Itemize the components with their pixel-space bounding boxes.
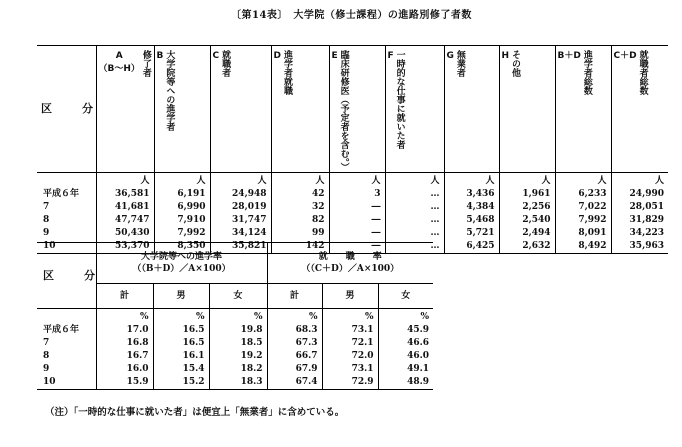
table-cell: 28,019 bbox=[210, 201, 271, 214]
column-letter: F bbox=[387, 51, 394, 61]
column-letter: A bbox=[115, 51, 123, 61]
table-cell: 3 bbox=[329, 188, 385, 201]
column-label: 就職者 bbox=[220, 50, 231, 77]
table-cell: 18.2 bbox=[209, 363, 267, 376]
table-cell: 6,191 bbox=[154, 188, 210, 201]
unit-cell: 人 bbox=[96, 172, 154, 188]
table-cell: 15.4 bbox=[153, 363, 209, 376]
table-cell: 24,948 bbox=[210, 188, 271, 201]
table-row bbox=[37, 188, 668, 201]
unit-cell: % bbox=[322, 309, 378, 325]
unit-cell: 人 bbox=[271, 172, 329, 188]
column-label: 無業者 bbox=[454, 50, 465, 77]
table-cell: 5,721 bbox=[444, 227, 499, 240]
table-cell: 1,961 bbox=[499, 188, 555, 201]
table-cell: 2,494 bbox=[499, 227, 555, 240]
table-cell: 68.3 bbox=[267, 324, 322, 337]
column-note: （B〜H） bbox=[98, 64, 140, 74]
column-header-left bbox=[388, 50, 394, 63]
footnote: （注）「一時的な仕事に就いた者」は便宜上「無業者」に含めている。 bbox=[45, 407, 345, 418]
table-cell: 36,581 bbox=[96, 188, 154, 201]
table-row bbox=[37, 324, 433, 337]
column-letter: G bbox=[446, 51, 454, 61]
table-cell: 7,992 bbox=[555, 214, 611, 227]
table-cell: 15.9 bbox=[96, 376, 153, 390]
table-row bbox=[37, 376, 433, 390]
unit-row bbox=[37, 172, 668, 188]
table-cell: 16.5 bbox=[153, 324, 209, 337]
row-year: 8 bbox=[43, 214, 50, 225]
table-cell: ― bbox=[329, 214, 385, 227]
column-header-content bbox=[274, 50, 327, 95]
unit-row bbox=[37, 309, 433, 325]
row-year: 9 bbox=[43, 364, 50, 374]
advance-rate-title: 大学院等への進学率 bbox=[141, 252, 223, 262]
employment-rate-title: 就 職 率 bbox=[318, 252, 382, 262]
table-cell: 2,256 bbox=[499, 201, 555, 214]
column-header bbox=[611, 46, 668, 173]
column-label: 進学者就職 bbox=[281, 50, 292, 95]
table-cell: 19.8 bbox=[209, 324, 267, 337]
unit-cell: % bbox=[153, 309, 209, 325]
sub-header: 女 bbox=[378, 284, 433, 309]
employment-rate-formula: （（C＋D）／A×100） bbox=[301, 264, 400, 274]
table-cell: 46.6 bbox=[378, 337, 433, 350]
column-header-left bbox=[447, 50, 454, 63]
table-cell: 67.3 bbox=[267, 337, 322, 350]
unit-cell-empty bbox=[37, 172, 96, 188]
table-cell: 48.9 bbox=[378, 376, 433, 390]
kubun-char-1: 区 bbox=[43, 268, 54, 282]
column-header bbox=[210, 46, 271, 173]
table-cell: 42 bbox=[271, 188, 329, 201]
column-header-left bbox=[558, 50, 581, 63]
row-year: 10 bbox=[43, 377, 56, 387]
table-cell: 72.0 bbox=[322, 350, 378, 363]
column-header-left bbox=[99, 50, 140, 76]
table-cell: 16.8 bbox=[96, 337, 153, 350]
table-row bbox=[37, 363, 433, 376]
table-cell: … bbox=[385, 188, 444, 201]
column-header bbox=[555, 46, 611, 173]
column-label: 就職者総数 bbox=[637, 50, 648, 95]
table-cell: 66.7 bbox=[267, 350, 322, 363]
unit-cell: % bbox=[378, 309, 433, 325]
column-letter: C＋D bbox=[613, 51, 637, 61]
column-header bbox=[385, 46, 444, 173]
sub-header: 男 bbox=[322, 284, 378, 309]
column-label: その他 bbox=[510, 50, 521, 77]
row-year: 7 bbox=[43, 201, 50, 212]
table-cell: 8,091 bbox=[555, 227, 611, 240]
table-cell: ― bbox=[329, 201, 385, 214]
column-label: 修了者 bbox=[140, 50, 151, 77]
column-header bbox=[271, 46, 329, 173]
column-header-content bbox=[332, 50, 383, 172]
table-cell: 8,350 bbox=[154, 240, 210, 254]
table-cell: 8,492 bbox=[555, 240, 611, 254]
column-label: 大学院等への進学者 bbox=[164, 50, 175, 131]
unit-cell: 人 bbox=[611, 172, 668, 188]
unit-cell: 人 bbox=[499, 172, 555, 188]
table-cell: 47,747 bbox=[96, 214, 154, 227]
column-label: 臨床研修医（予定者を含む。） bbox=[338, 50, 349, 172]
table-cell: 67.9 bbox=[267, 363, 322, 376]
sub-header: 計 bbox=[267, 284, 322, 309]
table-cell: 16.5 bbox=[153, 337, 209, 350]
table-cell: 72.9 bbox=[322, 376, 378, 390]
table-cell: 28,051 bbox=[611, 201, 668, 214]
row-year: 平成６年 bbox=[43, 325, 80, 335]
table-cell: 6,233 bbox=[555, 188, 611, 201]
column-letter: B bbox=[156, 51, 164, 61]
table-cell: 34,124 bbox=[210, 227, 271, 240]
table-cell: 142 bbox=[271, 240, 329, 254]
kubun-char-1: 区 bbox=[41, 102, 52, 116]
table-cell: 7,910 bbox=[154, 214, 210, 227]
table-cell: 45.9 bbox=[378, 324, 433, 337]
unit-cell: 人 bbox=[385, 172, 444, 188]
column-header bbox=[154, 46, 210, 173]
table-cell: 50,430 bbox=[96, 227, 154, 240]
table-cell: 18.5 bbox=[209, 337, 267, 350]
table-cell: 17.0 bbox=[96, 324, 153, 337]
table-row bbox=[37, 201, 668, 214]
column-header-left bbox=[502, 50, 510, 63]
table-title: 〔第14表〕 大学院（修士課程）の進路別修了者数 bbox=[231, 10, 472, 21]
unit-cell: % bbox=[96, 309, 153, 325]
table-cell: 82 bbox=[271, 214, 329, 227]
column-header-left bbox=[157, 50, 164, 63]
unit-cell: 人 bbox=[154, 172, 210, 188]
column-header bbox=[444, 46, 499, 173]
column-letter: C bbox=[212, 51, 220, 61]
table-cell: 49.1 bbox=[378, 363, 433, 376]
column-header-content bbox=[99, 50, 152, 77]
column-header-content bbox=[388, 50, 442, 149]
table-cell: 31,829 bbox=[611, 214, 668, 227]
unit-cell: 人 bbox=[444, 172, 499, 188]
row-year: 8 bbox=[43, 351, 50, 361]
kubun-char-2: 分 bbox=[82, 102, 93, 116]
table-cell: 34,223 bbox=[611, 227, 668, 240]
table-cell: 2,540 bbox=[499, 214, 555, 227]
column-header-content bbox=[558, 50, 609, 95]
column-header-content bbox=[614, 50, 667, 95]
table-cell: 16.1 bbox=[153, 350, 209, 363]
table-cell: 31,747 bbox=[210, 214, 271, 227]
table-cell: 46.0 bbox=[378, 350, 433, 363]
unit-cell: % bbox=[209, 309, 267, 325]
column-header bbox=[96, 46, 154, 173]
sub-header: 男 bbox=[153, 284, 209, 309]
table-cell: 53,370 bbox=[96, 240, 154, 254]
rate-table bbox=[37, 242, 433, 390]
unit-cell: % bbox=[267, 309, 322, 325]
column-header-content bbox=[447, 50, 497, 77]
column-letter: B＋D bbox=[557, 51, 581, 61]
kubun-char-2: 分 bbox=[84, 268, 95, 282]
progress-table bbox=[37, 45, 668, 254]
table-cell: 3,436 bbox=[444, 188, 499, 201]
table-cell: … bbox=[385, 201, 444, 214]
advance-rate-formula: （（B＋D）／A×100） bbox=[132, 264, 231, 274]
kubun-header bbox=[37, 46, 96, 173]
table-cell: 18.3 bbox=[209, 376, 267, 390]
table-cell: ― bbox=[329, 240, 385, 254]
unit-cell: 人 bbox=[210, 172, 271, 188]
table-cell: 73.1 bbox=[322, 324, 378, 337]
unit-cell-empty bbox=[37, 309, 96, 325]
table-row bbox=[37, 214, 668, 227]
row-year: 9 bbox=[43, 227, 50, 238]
advance-rate-header bbox=[96, 243, 267, 284]
table-cell: 99 bbox=[271, 227, 329, 240]
column-header-left bbox=[274, 50, 281, 63]
sub-header: 女 bbox=[209, 284, 267, 309]
table-cell: 7,022 bbox=[555, 201, 611, 214]
column-label: 一時的な仕事に就いた者 bbox=[394, 50, 405, 149]
table-cell: 32 bbox=[271, 201, 329, 214]
unit-cell: 人 bbox=[329, 172, 385, 188]
table-cell: 6,425 bbox=[444, 240, 499, 254]
row-year: 10 bbox=[43, 240, 56, 251]
table-cell: … bbox=[385, 227, 444, 240]
table-cell: … bbox=[385, 240, 444, 254]
table-cell: 41,681 bbox=[96, 201, 154, 214]
column-letter: D bbox=[273, 51, 281, 61]
table-cell: 67.4 bbox=[267, 376, 322, 390]
unit-cell: 人 bbox=[555, 172, 611, 188]
table-row bbox=[37, 337, 433, 350]
table-cell: 19.2 bbox=[209, 350, 267, 363]
employment-rate-header bbox=[267, 243, 433, 284]
column-header-left bbox=[213, 50, 220, 63]
table-cell: 73.1 bbox=[322, 363, 378, 376]
table-cell: ― bbox=[329, 227, 385, 240]
table-row bbox=[37, 227, 668, 240]
column-header-content bbox=[157, 50, 208, 131]
table-cell: 15.2 bbox=[153, 376, 209, 390]
sub-header: 計 bbox=[96, 284, 153, 309]
row-year: 平成６年 bbox=[43, 188, 80, 199]
column-letter: E bbox=[331, 51, 338, 61]
table-cell: 16.7 bbox=[96, 350, 153, 363]
table-cell: 6,990 bbox=[154, 201, 210, 214]
column-letter: H bbox=[501, 51, 510, 61]
column-header bbox=[329, 46, 385, 173]
table-cell: 24,990 bbox=[611, 188, 668, 201]
column-header bbox=[499, 46, 555, 173]
table-cell: 16.0 bbox=[96, 363, 153, 376]
kubun-header-2 bbox=[37, 243, 96, 309]
column-header-left bbox=[614, 50, 637, 63]
table-cell: 35,963 bbox=[611, 240, 668, 254]
column-header-content bbox=[502, 50, 553, 77]
table-cell: 7,992 bbox=[154, 227, 210, 240]
table-cell: 2,632 bbox=[499, 240, 555, 254]
table-cell: … bbox=[385, 214, 444, 227]
table-cell: 4,384 bbox=[444, 201, 499, 214]
table-cell: 5,468 bbox=[444, 214, 499, 227]
table-row bbox=[37, 350, 433, 363]
table-cell: 72.1 bbox=[322, 337, 378, 350]
row-year: 7 bbox=[43, 338, 50, 348]
column-label: 進学者総数 bbox=[581, 50, 592, 95]
column-header-left bbox=[332, 50, 338, 63]
column-header-content bbox=[213, 50, 269, 77]
table-cell: 35,821 bbox=[210, 240, 271, 254]
